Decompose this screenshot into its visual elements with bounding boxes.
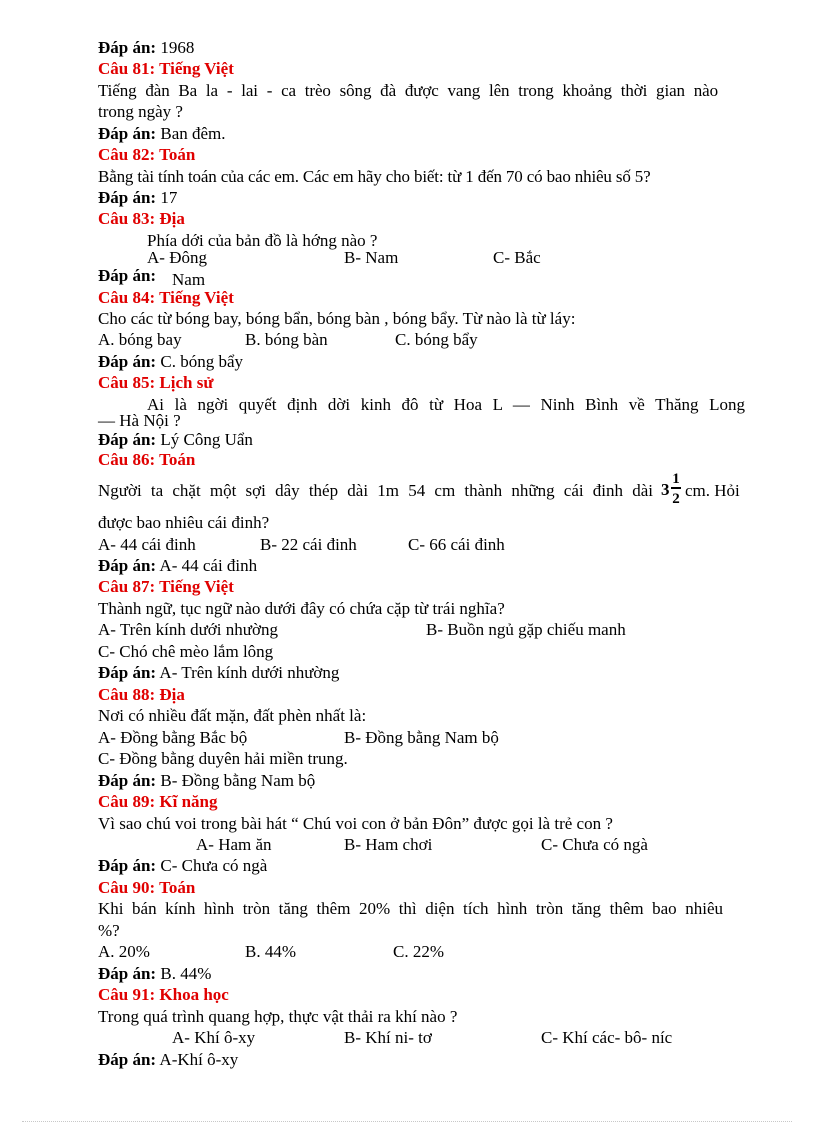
question-text: Khi bán kính hình tròn tăng thêm 20% thì diện tích hình tròn tăng thêm bao nhiêu (98, 899, 723, 918)
option-c: C- Chó chê mèo lắm lông (98, 642, 274, 661)
question-heading: Câu 82: Toán (98, 145, 196, 164)
question-heading: Câu 86: Toán (98, 450, 196, 469)
option-b: B. bóng bàn (245, 330, 328, 349)
option-a: A- Đồng bằng Bắc bộ (98, 728, 248, 747)
answer-line: Đáp án: C- Chưa có ngà (98, 856, 268, 875)
question-heading: Câu 87: Tiếng Việt (98, 577, 234, 596)
question-text: Ai là ngời quyết định dời kinh đô từ Hoa L — Ninh Bình về Thăng Long (147, 395, 745, 414)
option-a: A- 44 cái đinh (98, 535, 196, 554)
answer-line: Đáp án: A-Khí ô-xy (98, 1050, 239, 1069)
answer-value: Nam (172, 270, 206, 289)
option-c: C- 66 cái đinh (408, 535, 505, 554)
question-heading: Câu 88: Địa (98, 685, 185, 704)
page-bottom-border (22, 1121, 792, 1122)
question-heading: Câu 90: Toán (98, 878, 196, 897)
question-text: — Hà Nội ? (98, 411, 181, 430)
answer-label: Đáp án: (98, 266, 157, 285)
answer-line: Đáp án: 17 (98, 188, 178, 207)
option-b: B- 22 cái đinh (260, 535, 357, 554)
question-text: Phía dới của bản đồ là hớng nào ? (147, 231, 378, 250)
fraction-numerator: 1 (672, 471, 680, 487)
question-heading: Câu 89: Kĩ năng (98, 792, 218, 811)
question-text: Bằng tài tính toán của các em. Các em hãy cho biết: từ 1 đến 70 có bao nhiêu số 5? (98, 167, 651, 186)
question-text: Nơi có nhiều đất mặn, đất phèn nhất là: (98, 706, 367, 725)
option-b: B. 44% (245, 942, 296, 961)
option-b: B- Đồng bằng Nam bộ (344, 728, 499, 747)
question-text: cm. Hỏi (685, 481, 740, 500)
option-a: A. bóng bay (98, 330, 182, 349)
option-c: C- Chưa có ngà (541, 835, 648, 854)
answer-line: Đáp án: C. bóng bẩy (98, 352, 243, 371)
answer-line: Đáp án: A- Trên kính dưới nhường (98, 663, 340, 682)
question-text: Trong quá trình quang hợp, thực vật thải ra khí nào ? (98, 1007, 458, 1026)
option-b: B- Buồn ngủ gặp chiếu manh (426, 620, 626, 639)
question-text: Người ta chặt một sợi dây thép dài 1m 54 cm thành những cái đinh dài (98, 481, 653, 500)
question-text: Thành ngữ, tục ngữ nào dưới đây có chứa cặp từ trái nghĩa? (98, 599, 505, 618)
question-heading: Câu 81: Tiếng Việt (98, 59, 234, 78)
question-text: được bao nhiêu cái đinh? (98, 513, 270, 532)
option-a: A- Khí ô-xy (172, 1028, 256, 1047)
answer-line: Đáp án: B- Đồng bằng Nam bộ (98, 771, 316, 790)
answer-line: Đáp án: Ban đêm. (98, 124, 226, 143)
option-a: A- Ham ăn (196, 835, 272, 854)
option-b: B- Khí ni- tơ (344, 1028, 432, 1047)
question-text: Tiếng đàn Ba la - lai - ca trèo sông đà được vang lên trong khoảng thời gian nào (98, 81, 718, 100)
mixed-number-whole: 3 (661, 480, 670, 499)
option-a: A. 20% (98, 942, 150, 961)
question-text: Cho các từ bóng bay, bóng bẩn, bóng bàn , bóng bẩy. Từ nào là từ láy: (98, 309, 576, 328)
fraction-denominator: 2 (672, 491, 680, 507)
option-b: B- Ham chơi (344, 835, 433, 854)
question-text: %? (98, 921, 120, 940)
option-c: C- Đồng bằng duyên hải miền trung. (98, 749, 348, 768)
answer-line: Đáp án: Lý Công Uẩn (98, 430, 253, 449)
answer-line: Đáp án: B. 44% (98, 964, 212, 983)
question-text: Vì sao chú voi trong bài hát “ Chú voi con ở bản Đôn” được gọi là trẻ con ? (98, 814, 613, 833)
fraction-bar (671, 487, 681, 489)
option-a: A- Trên kính dưới nhường (98, 620, 278, 639)
question-heading: Câu 85: Lịch sử (98, 373, 214, 392)
option-c: C. bóng bẩy (395, 330, 478, 349)
option-c: C- Bắc (493, 248, 541, 267)
answer-line: Đáp án: 1968 (98, 38, 195, 57)
question-heading: Câu 83: Địa (98, 209, 185, 228)
option-a: A- Đông (147, 248, 207, 267)
question-heading: Câu 84: Tiếng Việt (98, 288, 234, 307)
answer-line: Đáp án: A- 44 cái đinh (98, 556, 258, 575)
option-b: B- Nam (344, 248, 399, 267)
question-heading: Câu 91: Khoa học (98, 985, 229, 1004)
option-c: C- Khí các- bô- níc (541, 1028, 673, 1047)
option-c: C. 22% (393, 942, 444, 961)
question-text: trong ngày ? (98, 102, 183, 121)
